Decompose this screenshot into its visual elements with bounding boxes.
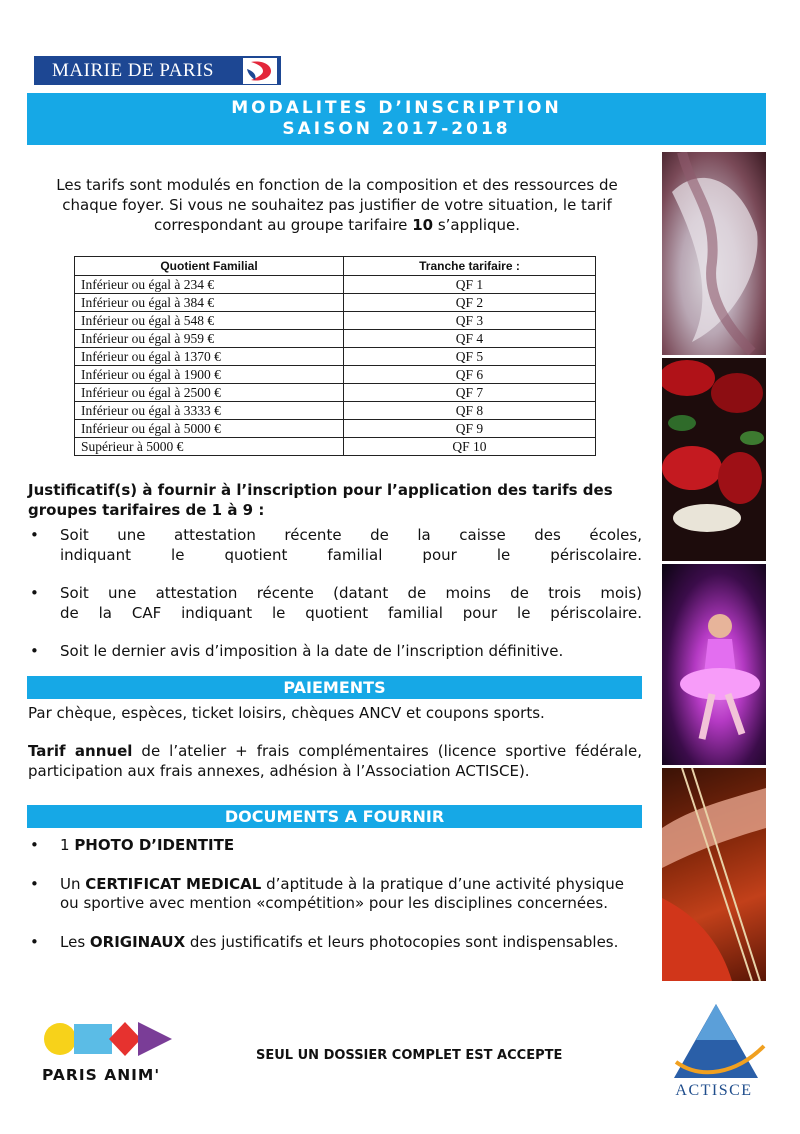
tarif-annuel-rest: de l’atelier + frais complémentaires (licence sportive fédérale, participation aux frais annexes, adhésion à l’Association ACTISCE). [28,742,642,780]
table-cell: Supérieur à 5000 € [75,438,344,456]
table-row [75,348,596,366]
actisce-logo-icon [666,1002,766,1082]
table-row [75,330,596,348]
list-item [28,933,642,953]
table-row [75,420,596,438]
photo-cello-player [662,768,766,981]
table-row [75,438,596,456]
title-banner [27,93,766,145]
mairie-logo-text: MAIRIE DE PARIS [52,59,214,81]
list-item-line: • Soit le dernier avis d’imposition à la date de l’inscription définitive. [60,642,564,660]
list-item [28,584,642,623]
table-cell: QF 3 [344,312,596,330]
table-cell: QF 2 [344,294,596,312]
table-cell: Inférieur ou égal à 3333 € [75,402,344,420]
mairie-de-paris-logo [34,56,281,85]
title-line-1: MODALITES D’INSCRIPTION [231,98,562,118]
list-item [28,875,642,914]
intro-paragraph [32,175,642,235]
list-item-line: • Soit une attestation récente de la caisse des écoles, [60,526,642,544]
table-cell: QF 5 [344,348,596,366]
yellow-circle-shape [44,1023,76,1055]
doc-item-bold: CERTIFICAT MEDICAL [85,874,262,893]
doc-item-rest: d’aptitude à la pratique d’une activité physique ou sportive avec mention «compétition» pour les disciplines concernées. [60,874,624,912]
table-cell: Inférieur ou égal à 1370 € [75,348,344,366]
intro-text-bold: 10 [412,216,434,234]
table-row [75,312,596,330]
mairie-emblem-icon [243,58,277,84]
actisce-label: ACTISCE [675,1082,753,1099]
table-cell: QF 6 [344,366,596,384]
table-header-cell: Quotient Familial [75,257,344,276]
table-cell: QF 10 [344,438,596,456]
title-line-2: SAISON 2017-2018 [282,119,511,139]
table-cell: QF 7 [344,384,596,402]
intro-text-after: s’applique. [433,216,521,234]
table-cell: Inférieur ou égal à 234 € [75,276,344,294]
photo-ballet-child [662,564,766,765]
table-row [75,366,596,384]
footer-note: SEUL UN DOSSIER COMPLET EST ACCEPTE [256,1048,563,1063]
documents-section-bar: DOCUMENTS A FOURNIR [27,805,642,828]
documents-list [28,836,642,952]
table-cell: QF 4 [344,330,596,348]
blue-square-shape [74,1024,112,1054]
table-row [75,384,596,402]
paris-anim-label: PARIS ANIM' [42,1066,161,1084]
list-item-line: indiquant le quotient familial pour le périscolaire. [60,545,642,564]
paiements-section-bar: PAIEMENTS [27,676,642,699]
table-row [75,276,596,294]
table-cell: QF 9 [344,420,596,438]
table-cell: QF 1 [344,276,596,294]
purple-triangle-shape [138,1022,172,1056]
table-row [75,402,596,420]
table-cell: Inférieur ou égal à 959 € [75,330,344,348]
photo-rose-petals [662,358,766,561]
list-item [28,526,642,565]
table-header-cell: Tranche tarifaire : [344,257,596,276]
list-item-line: • Soit une attestation récente (datant de moins de trois mois) [60,584,642,602]
table-cell: Inférieur ou égal à 384 € [75,294,344,312]
quotient-familial-table [74,256,596,456]
table-cell: Inférieur ou égal à 5000 € [75,420,344,438]
doc-item-pre: Les [60,932,90,951]
tarif-annuel-paragraph [28,741,642,781]
table-cell: Inférieur ou égal à 1900 € [75,366,344,384]
intro-text-before: Les tarifs sont modulés en fonction de la composition et des ressources de chaque foyer. Si vous ne souhaitez pas justifier de votre situation, le tarif correspondant au groupe tarifaire [56,176,618,234]
table-row [75,294,596,312]
photo-dancer-veil [662,152,766,355]
table-header-row [75,257,596,276]
table-cell: Inférieur ou égal à 548 € [75,312,344,330]
doc-item-pre: 1 [60,836,75,854]
list-item [28,642,642,662]
justificatifs-heading: Justificatif(s) à fournir à l’inscription pour l’application des tarifs des groupes tarifaires de 1 à 9 : [28,481,613,519]
doc-item-rest: des justificatifs et leurs photocopies sont indispensables. [185,932,619,951]
list-item-line: de la CAF indiquant le quotient familial pour le périscolaire. [60,603,642,622]
red-diamond-shape [109,1022,141,1056]
tarif-annuel-bold: Tarif annuel [28,742,133,760]
table-cell: QF 8 [344,402,596,420]
list-item [28,836,642,856]
justificatifs-list [28,526,642,662]
doc-item-bold: ORIGINAUX [89,932,186,951]
doc-item-pre: Un [60,874,86,893]
table-cell: Inférieur ou égal à 2500 € [75,384,344,402]
paiements-line: Par chèque, espèces, ticket loisirs, chèques ANCV et coupons sports. [28,704,545,722]
doc-item-bold: PHOTO D’IDENTITE [74,836,235,854]
